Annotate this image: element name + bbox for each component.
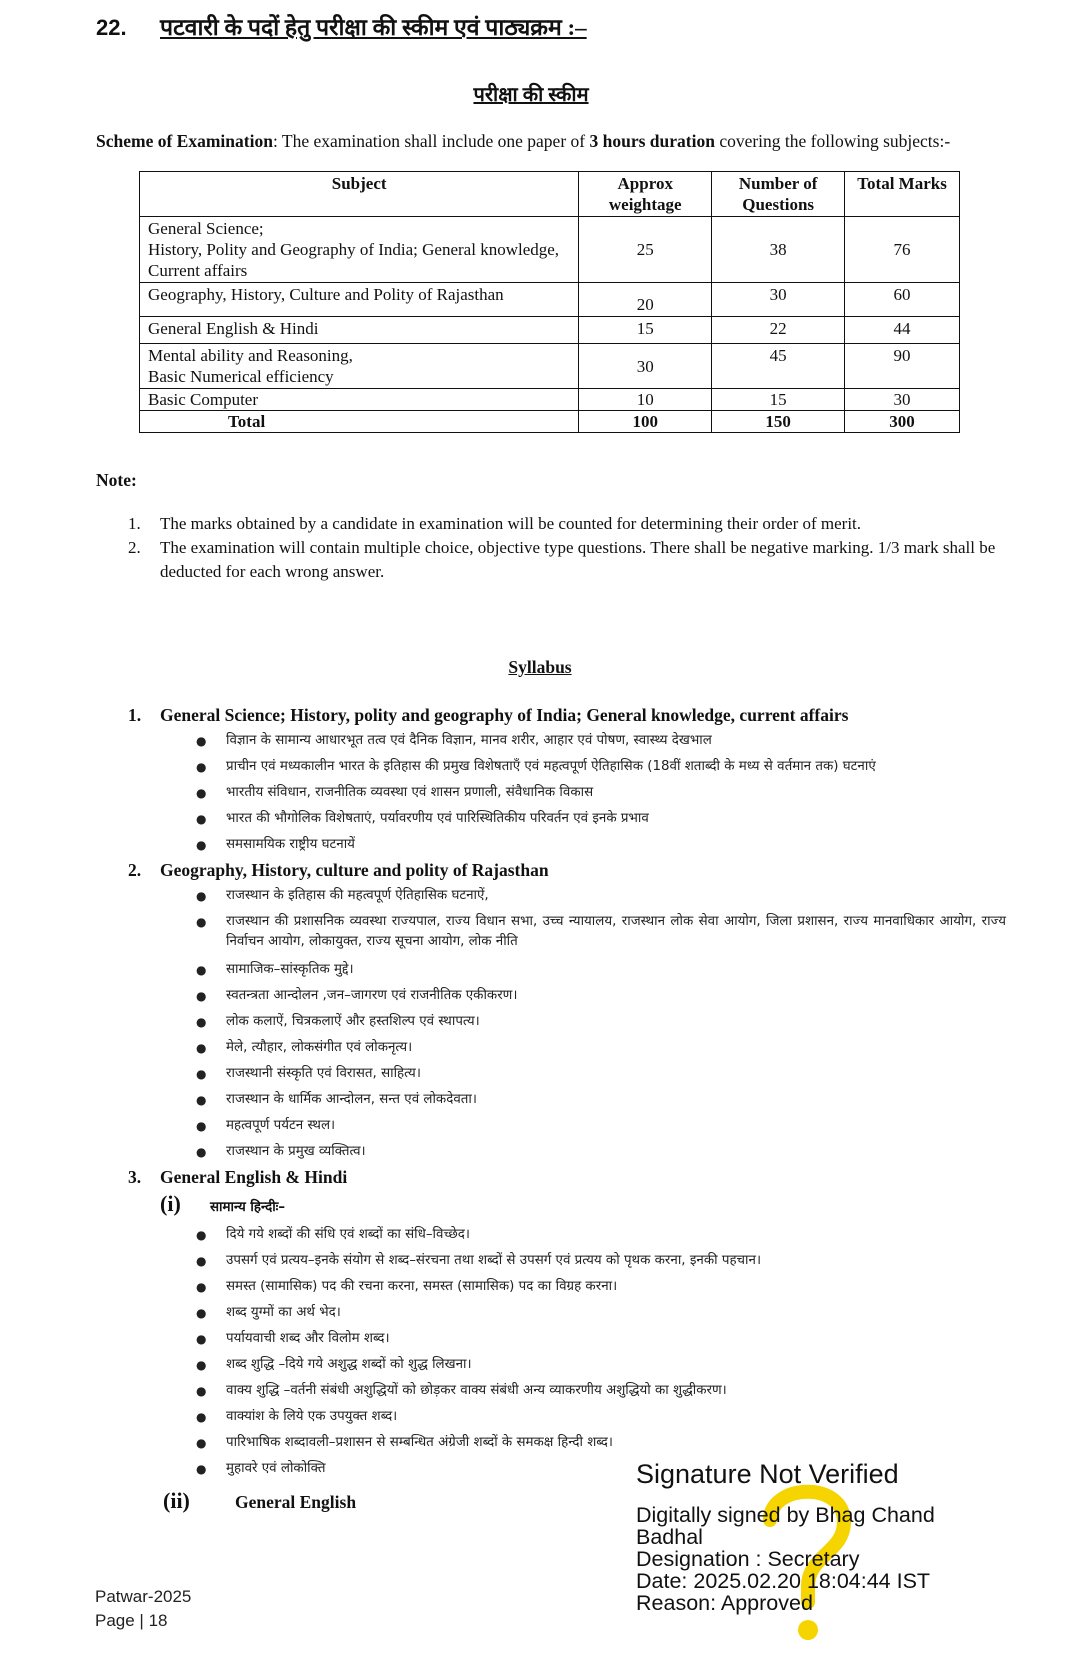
- list-item: ● राजस्थान के इतिहास की महत्वपूर्ण ऐतिहासिक घटनाऐं,: [196, 888, 489, 903]
- list-item: ● राजस्थान की प्रशासनिक व्यवस्था राज्यपाल, राज्य विधान सभा, उच्च न्यायालय, राजस्थान लोक सेवा आयोग, जिला प्रशासन, राज्य मानवाधिकार आयोग, राज्य निर्वाचन आयोग, लोकायुक्त, राज्य सूचना आयोग, लोक नीति: [196, 914, 1006, 949]
- signature-signer-surname: Badhal: [636, 1525, 703, 1549]
- signature-date: Date: 2025.02.20 18:04:44 IST: [636, 1569, 931, 1593]
- syllabus-section-3-list: [196, 1225, 1006, 1485]
- exam-scheme-table: [139, 171, 960, 433]
- list-item: ● पारिभाषिक शब्दावली–प्रशासन से सम्बन्धित अंग्रेजी शब्दों के समकक्ष हिन्दी शब्द।: [196, 1435, 613, 1450]
- syllabus-section-1-list: [196, 731, 1006, 861]
- list-item: ● विज्ञान के सामान्य आधारभूत तत्व एवं दैनिक विज्ञान, मानव शरीर, आहार एवं पोषण, स्वास्थ्य देखभाल: [196, 733, 712, 748]
- cell-weight: 30: [579, 344, 712, 389]
- total-weight: 100: [579, 411, 712, 433]
- section-heading: [96, 10, 587, 42]
- scheme-heading: परीक्षा की स्कीम: [473, 84, 589, 106]
- list-item: ● शब्द शुद्धि –दिये गये अशुद्ध शब्दों को शुद्ध लिखना।: [196, 1357, 472, 1372]
- note-list: [128, 512, 1008, 584]
- table-header-row: [140, 172, 960, 217]
- list-item: ● सामाजिक–सांस्कृतिक मुद्दे।: [196, 962, 354, 977]
- cell-weight: 15: [579, 317, 712, 344]
- syllabus-section-2-list: [196, 886, 1006, 1168]
- cell-weight: 20: [579, 283, 712, 317]
- header-approx: Approx weightage: [579, 172, 712, 217]
- cell-subject: Mental ability and Reasoning, Basic Numerical efficiency: [140, 344, 579, 389]
- syllabus-heading: Syllabus: [508, 657, 572, 677]
- cell-questions: 30: [712, 283, 845, 317]
- list-item: ● राजस्थान के प्रमुख व्यक्तित्व।: [196, 1144, 366, 1159]
- syllabus-section-1-title: 1. General Science; History, polity and geography of India; General knowledge, current affairs: [128, 705, 849, 725]
- syllabus-section-2-title: 2. Geography, History, culture and polity of Rajasthan: [128, 860, 549, 880]
- header-subject: Subject: [140, 172, 579, 217]
- table-row: [140, 317, 960, 344]
- scheme-intro: Scheme of Examination: The examination shall include one paper of 3 hours duration covering the following subjects:-: [96, 131, 951, 151]
- table-row: [140, 344, 960, 389]
- cell-subject: General English & Hindi: [140, 317, 579, 344]
- signature-status: Signature Not Verified: [636, 1459, 899, 1489]
- syllabus-section-3-title: 3. General English & Hindi: [128, 1167, 348, 1187]
- list-item: ● समसामयिक राष्ट्रीय घटनायें: [196, 837, 355, 852]
- list-item: ● उपसर्ग एवं प्रत्यय–इनके संयोग से शब्द–संरचना तथा शब्दों से उपसर्ग एवं प्रत्यय को पृथक करना, इनकी पहचान।: [196, 1253, 762, 1268]
- list-item: ● वाक्य शुद्धि –वर्तनी संबंधी अशुद्धियों को छोड़कर वाक्य संबंधी अन्य व्याकरणीय अशुद्धियो का शुद्धीकरण।: [196, 1383, 727, 1398]
- cell-marks: 44: [845, 317, 960, 344]
- table-row: [140, 283, 960, 317]
- subsection-hindi-title: (i) सामान्य हिन्दीः–: [160, 1191, 286, 1216]
- list-item: ● राजस्थान के धार्मिक आन्दोलन, सन्त एवं लोकदेवता।: [196, 1092, 477, 1107]
- cell-questions: 15: [712, 389, 845, 411]
- cell-marks: 76: [845, 217, 960, 283]
- list-item: ● प्राचीन एवं मध्यकालीन भारत के इतिहास की प्रमुख विशेषताएँ एवं महत्वपूर्ण ऐतिहासिक (18वीं शताब्दी के मध्य से वर्तमान तक) घटनाएं: [196, 759, 876, 774]
- cell-questions: 38: [712, 217, 845, 283]
- list-item: ● भारत की भौगोलिक विशेषताएं, पर्यावरणीय एवं पारिस्थितिकीय परिवर्तन एवं इनके प्रभाव: [196, 811, 649, 826]
- cell-questions: 22: [712, 317, 845, 344]
- note-item: 2. The examination will contain multiple choice, objective type questions. There shall be negative marking. 1/3 mark shall be deducted for each wrong answer.: [128, 538, 996, 581]
- list-item: ● लोक कलाऐं, चित्रकलाऐं और हस्तशिल्प एवं स्थापत्य।: [196, 1014, 480, 1029]
- cell-questions: 45: [712, 344, 845, 389]
- list-item: ● मेले, त्यौहार, लोकसंगीत एवं लोकनृत्य।: [196, 1040, 413, 1055]
- total-questions: 150: [712, 411, 845, 433]
- list-item: ● महत्वपूर्ण पर्यटन स्थल।: [196, 1118, 336, 1133]
- total-label: Total: [140, 411, 579, 433]
- table-total-row: [140, 411, 960, 433]
- list-item: ● शब्द युग्मों का अर्थ भेद।: [196, 1305, 341, 1320]
- section-title: पटवारी के पदों हेतु परीक्षा की स्कीम एवं पाठ्यक्रम :–: [160, 15, 587, 40]
- header-marks: Total Marks: [845, 172, 960, 217]
- signature-designation: Designation : Secretary: [636, 1547, 860, 1571]
- subsection-english-title: (ii) General English: [163, 1488, 357, 1513]
- table-row: [140, 389, 960, 411]
- header-questions: Number of Questions: [712, 172, 845, 217]
- note-item: 1. The marks obtained by a candidate in examination will be counted for determining their order of merit.: [128, 514, 862, 533]
- cell-marks: 90: [845, 344, 960, 389]
- list-item: ● मुहावरे एवं लोकोक्ति: [196, 1461, 326, 1476]
- note-heading: Note:: [96, 470, 137, 490]
- footer-page-number: Page | 18: [95, 1611, 168, 1630]
- total-marks: 300: [845, 411, 960, 433]
- list-item: ● पर्यायवाची शब्द और विलोम शब्द।: [196, 1331, 390, 1346]
- footer-doc-name: Patwar-2025: [95, 1587, 192, 1606]
- signature-signer: Digitally signed by Bhag Chand: [636, 1503, 935, 1527]
- list-item: ● दिये गये शब्दों की संधि एवं शब्दों का संधि–विच्छेद।: [196, 1227, 470, 1242]
- cell-subject: General Science; History, Polity and Geography of India; General knowledge, Current affairs: [140, 217, 579, 283]
- digital-signature-block: [636, 1458, 1056, 1614]
- section-number: 22.: [96, 15, 127, 40]
- cell-subject: Geography, History, Culture and Polity of Rajasthan: [140, 283, 579, 317]
- cell-marks: 30: [845, 389, 960, 411]
- table-row: [140, 217, 960, 283]
- list-item: ● वाक्यांश के लिये एक उपयुक्त शब्द।: [196, 1409, 398, 1424]
- list-item: ● स्वतन्त्रता आन्दोलन ,जन–जागरण एवं राजनीतिक एकीकरण।: [196, 988, 518, 1003]
- list-item: ● भारतीय संविधान, राजनीतिक व्यवस्था एवं शासन प्रणाली, संवैधानिक विकास: [196, 785, 594, 800]
- cell-subject: Basic Computer: [140, 389, 579, 411]
- cell-marks: 60: [845, 283, 960, 317]
- signature-reason: Reason: Approved: [636, 1591, 813, 1615]
- list-item: ● समस्त (सामासिक) पद की रचना करना, समस्त (सामासिक) पद का विग्रह करना।: [196, 1279, 618, 1294]
- page-footer: [95, 1585, 191, 1633]
- cell-weight: 25: [579, 217, 712, 283]
- list-item: ● राजस्थानी संस्कृति एवं विरासत, साहित्य।: [196, 1066, 421, 1081]
- cell-weight: 10: [579, 389, 712, 411]
